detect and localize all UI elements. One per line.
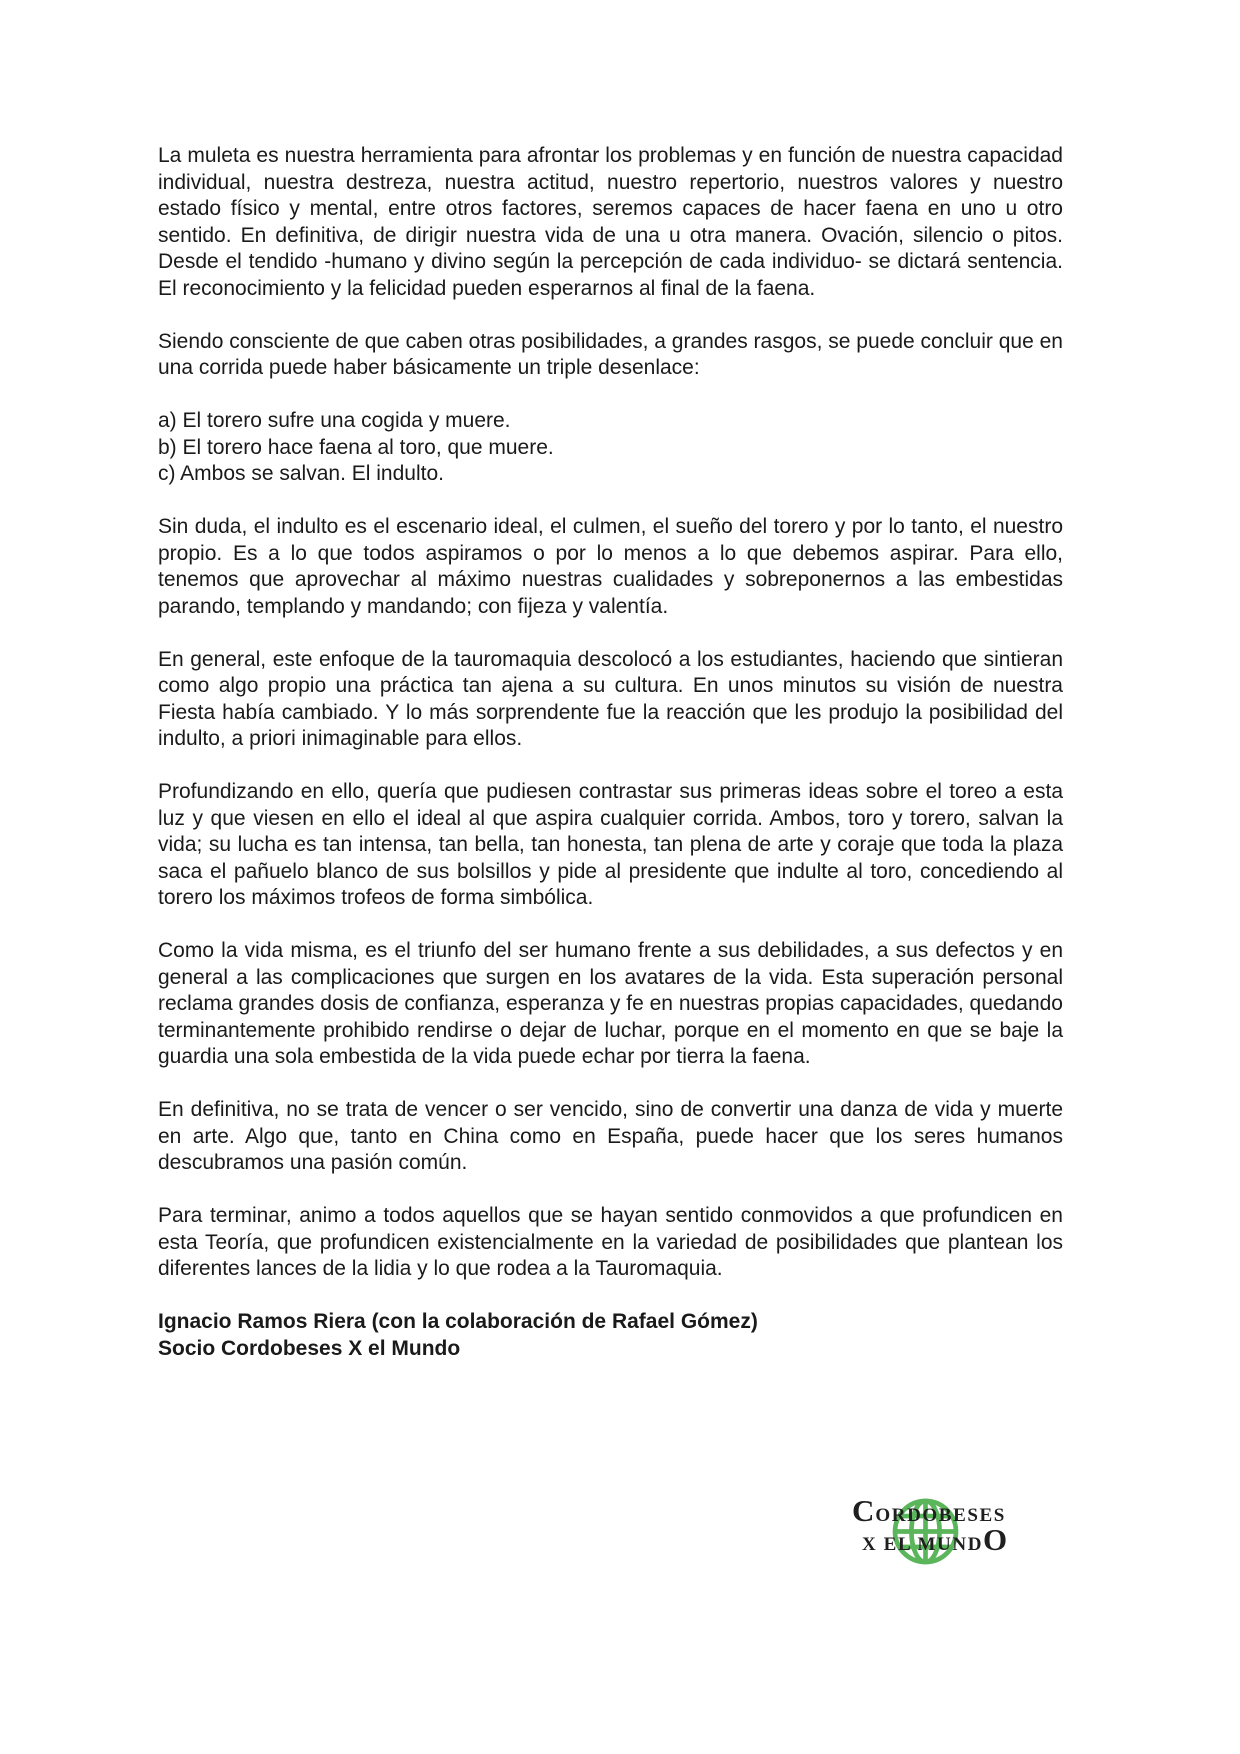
list-item-b: b) El torero hace faena al toro, que muere.: [158, 435, 554, 459]
outcome-list: [158, 408, 1063, 488]
body-paragraph-2: Siendo consciente de que caben otras posibilidades, a grandes rasgos, se puede concluir que en una corrida puede haber básicamente un triple desenlace:: [158, 329, 1063, 379]
body-paragraph-4: En general, este enfoque de la tauromaquia descolocó a los estudiantes, haciendo que sintieran como algo propio una práctica tan ajena a su cultura. En unos minutos su visión de nuestra Fiesta había cambiado. Y lo más sorprendente fue la reacción que les produjo la posibilidad del indulto, a priori inimaginable para ellos.: [158, 647, 1063, 750]
body-paragraph-8: Para terminar, animo a todos aquellos que se hayan sentido conmovidos a que profundicen en esta Teoría, que profundicen existencialmente en la variedad de posibilidades que plantean los diferentes lances de la lidia y lo que rodea a la Tauromaquia.: [158, 1204, 1063, 1280]
signature-block: [158, 1309, 1063, 1362]
logo-line2-text: X EL MUND: [862, 1534, 984, 1555]
document-body: [158, 143, 1063, 1362]
cordobeses-x-el-mundo-logo: [851, 1495, 1021, 1573]
body-paragraph-1: La muleta es nuestra herramienta para afrontar los problemas y en función de nuestra capacidad individual, nuestra destreza, nuestra actitud, nuestro repertorio, nuestros valores y nuestro estado físico y mental, entre otros factores, seremos capaces de hacer faena en uno u otro sentido. En definitiva, de dirigir nuestra vida de una u otra manera. Ovación, silencio o pitos. Desde el tendido -humano y divino según la percepción de cada individuo- se dictará sentencia. El reconocimiento y la felicidad pueden esperarnos al final de la faena.: [158, 144, 1063, 300]
logo-final-o: O: [983, 1522, 1009, 1557]
logo-line1-rest: ORDOBESES: [875, 1505, 1006, 1526]
signature-role: Socio Cordobeses X el Mundo: [158, 1336, 461, 1360]
logo-initial-c: C: [852, 1493, 876, 1528]
body-paragraph-6: Como la vida misma, es el triunfo del ser humano frente a sus debilidades, a sus defectos y en general a las complicaciones que surgen en los avatares de la vida. Esta superación personal reclama grandes dosis de confianza, esperanza y fe en nuestras propias capacidades, quedando terminantemente prohibido rendirse o dejar de luchar, porque en el momento en que se baje la guardia una sola embestida de la vida puede echar por tierra la faena.: [158, 939, 1063, 1068]
signature-author: Ignacio Ramos Riera (con la colaboración de Rafael Gómez): [158, 1310, 758, 1333]
list-item-c: c) Ambos se salvan. El indulto.: [158, 462, 444, 485]
list-item-a: a) El torero sufre una cogida y muere.: [158, 409, 511, 432]
logo-text-line2: [862, 1524, 1008, 1555]
body-paragraph-7: En definitiva, no se trata de vencer o ser vencido, sino de convertir una danza de vida y muerte en arte. Algo que, tanto en China como en España, puede hacer que los seres humanos descubramos una pasión común.: [158, 1098, 1063, 1174]
body-paragraph-5: Profundizando en ello, quería que pudiesen contrastar sus primeras ideas sobre el toreo a esta luz y que viesen en ello el ideal al que aspira cualquier corrida. Ambos, toro y torero, salvan la vida; su lucha es tan intensa, tan bella, tan honesta, tan plena de arte y coraje que toda la plaza saca el pañuelo blanco de sus bolsillos y pide al presidente que indulte al toro, concediendo al torero los máximos trofeos de forma simbólica.: [158, 780, 1063, 909]
body-paragraph-3: Sin duda, el indulto es el escenario ideal, el culmen, el sueño del torero y por lo tanto, el nuestro propio. Es a lo que todos aspiramos o por lo menos a lo que debemos aspirar. Para ello, tenemos que aprovechar al máximo nuestras cualidades y sobreponernos a las embestidas parando, templando y mandando; con fijeza y valentía.: [158, 515, 1063, 618]
